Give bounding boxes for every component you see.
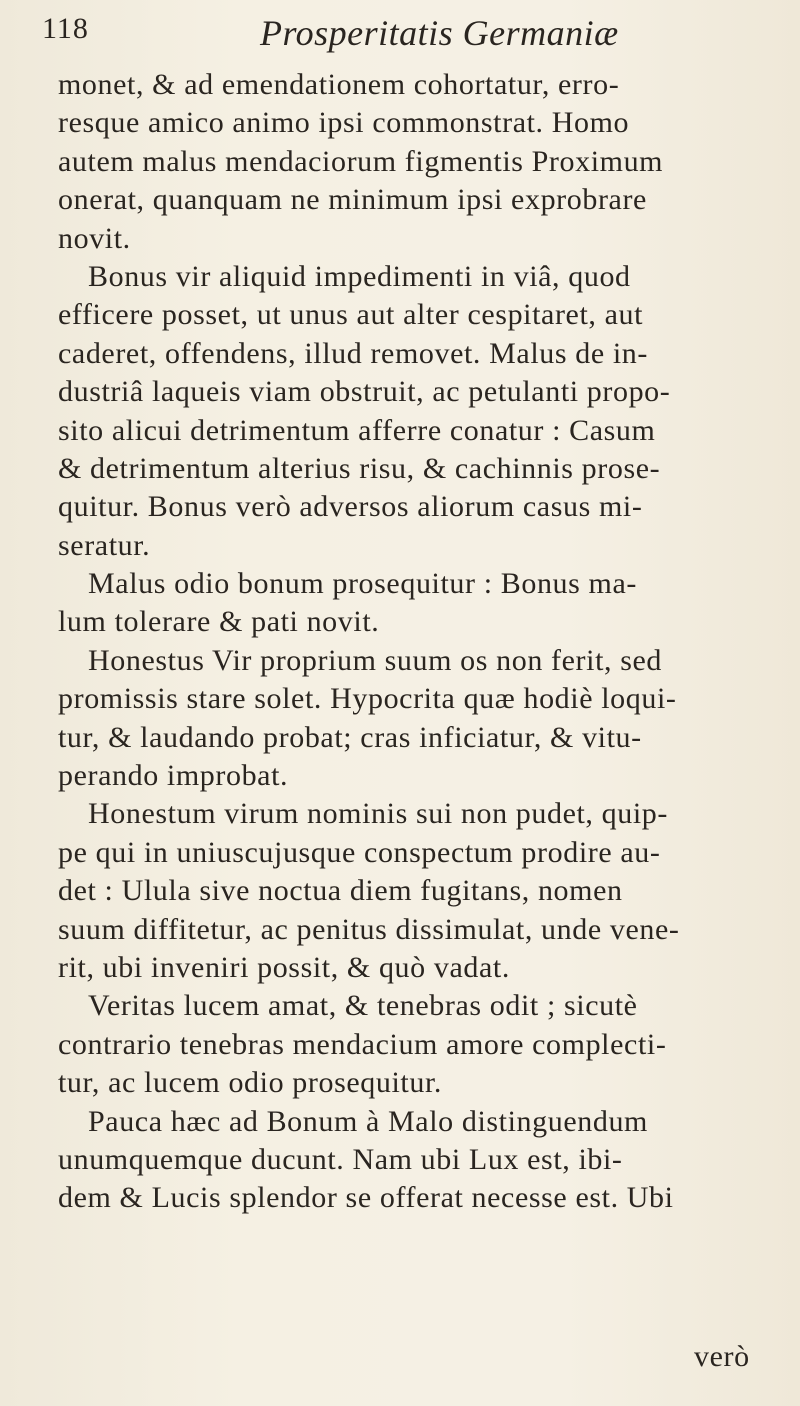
- text-line: unumquemque ducunt. Nam ubi Lux est, ibi-: [58, 1142, 623, 1176]
- text-line: promissis stare solet. Hypocrita quæ hodiè loqui-: [58, 682, 677, 716]
- page-header: [42, 6, 762, 64]
- running-title: Prosperitatis Germaniæ: [260, 13, 619, 53]
- page-number: 118: [42, 12, 89, 45]
- text-line: & detrimentum alterius risu, & cachinnis prose-: [58, 451, 661, 485]
- catchword: verò: [694, 1340, 750, 1373]
- text-line: Honestus Vir proprium suum os non ferit, sed: [88, 643, 663, 677]
- text-line: Pauca hæc ad Bonum à Malo distinguendum: [88, 1104, 648, 1138]
- text-line: det : Ulula sive noctua diem fugitans, nomen: [58, 874, 623, 908]
- text-line: resque amico animo ipsi commonstrat. Homo: [58, 106, 630, 140]
- text-line: autem malus mendaciorum figmentis Proximum: [58, 144, 664, 178]
- text-line: quitur. Bonus verò adversos aliorum casus mi-: [58, 490, 643, 524]
- text-line: monet, & ad emendationem cohortatur, erro-: [58, 68, 620, 101]
- text-line: tur, & laudando probat; cras inficiatur, & vitu-: [58, 720, 642, 754]
- text-line: Honestum virum nominis sui non pudet, quip-: [88, 797, 668, 831]
- text-line: efficere posset, ut unus aut alter cespitaret, aut: [58, 298, 644, 332]
- text-line: dem & Lucis splendor se offerat necesse est. Ubi: [58, 1181, 674, 1215]
- text-line: onerat, quanquam ne minimum ipsi exprobrare: [58, 183, 647, 217]
- text-line: pe qui in uniuscujusque conspectum prodire au-: [58, 835, 661, 869]
- text-line: tur, ac lucem odio prosequitur.: [58, 1066, 442, 1100]
- text-line: contrario tenebras mendacium amore complecti-: [58, 1027, 667, 1061]
- text-line: Veritas lucem amat, & tenebras odit ; sicutè: [88, 989, 638, 1023]
- text-line: dustriâ laqueis viam obstruit, ac petulanti propo-: [58, 375, 671, 409]
- text-line: rit, ubi inveniri possit, & quò vadat.: [58, 950, 510, 984]
- text-line: novit.: [58, 221, 131, 255]
- text-line: Bonus vir aliquid impedimenti in viâ, quod: [88, 259, 631, 293]
- text-line: caderet, offendens, illud removet. Malus de in-: [58, 336, 648, 370]
- body-text: [58, 66, 773, 1218]
- text-line: lum tolerare & pati novit.: [58, 605, 380, 639]
- text-line: Malus odio bonum prosequitur : Bonus ma-: [88, 567, 637, 601]
- text-line: suum diffitetur, ac penitus dissimulat, unde vene-: [58, 912, 680, 946]
- text-line: perando improbat.: [58, 759, 289, 793]
- text-line: seratur.: [58, 528, 151, 562]
- text-line: sito alicui detrimentum afferre conatur : Casum: [58, 413, 656, 447]
